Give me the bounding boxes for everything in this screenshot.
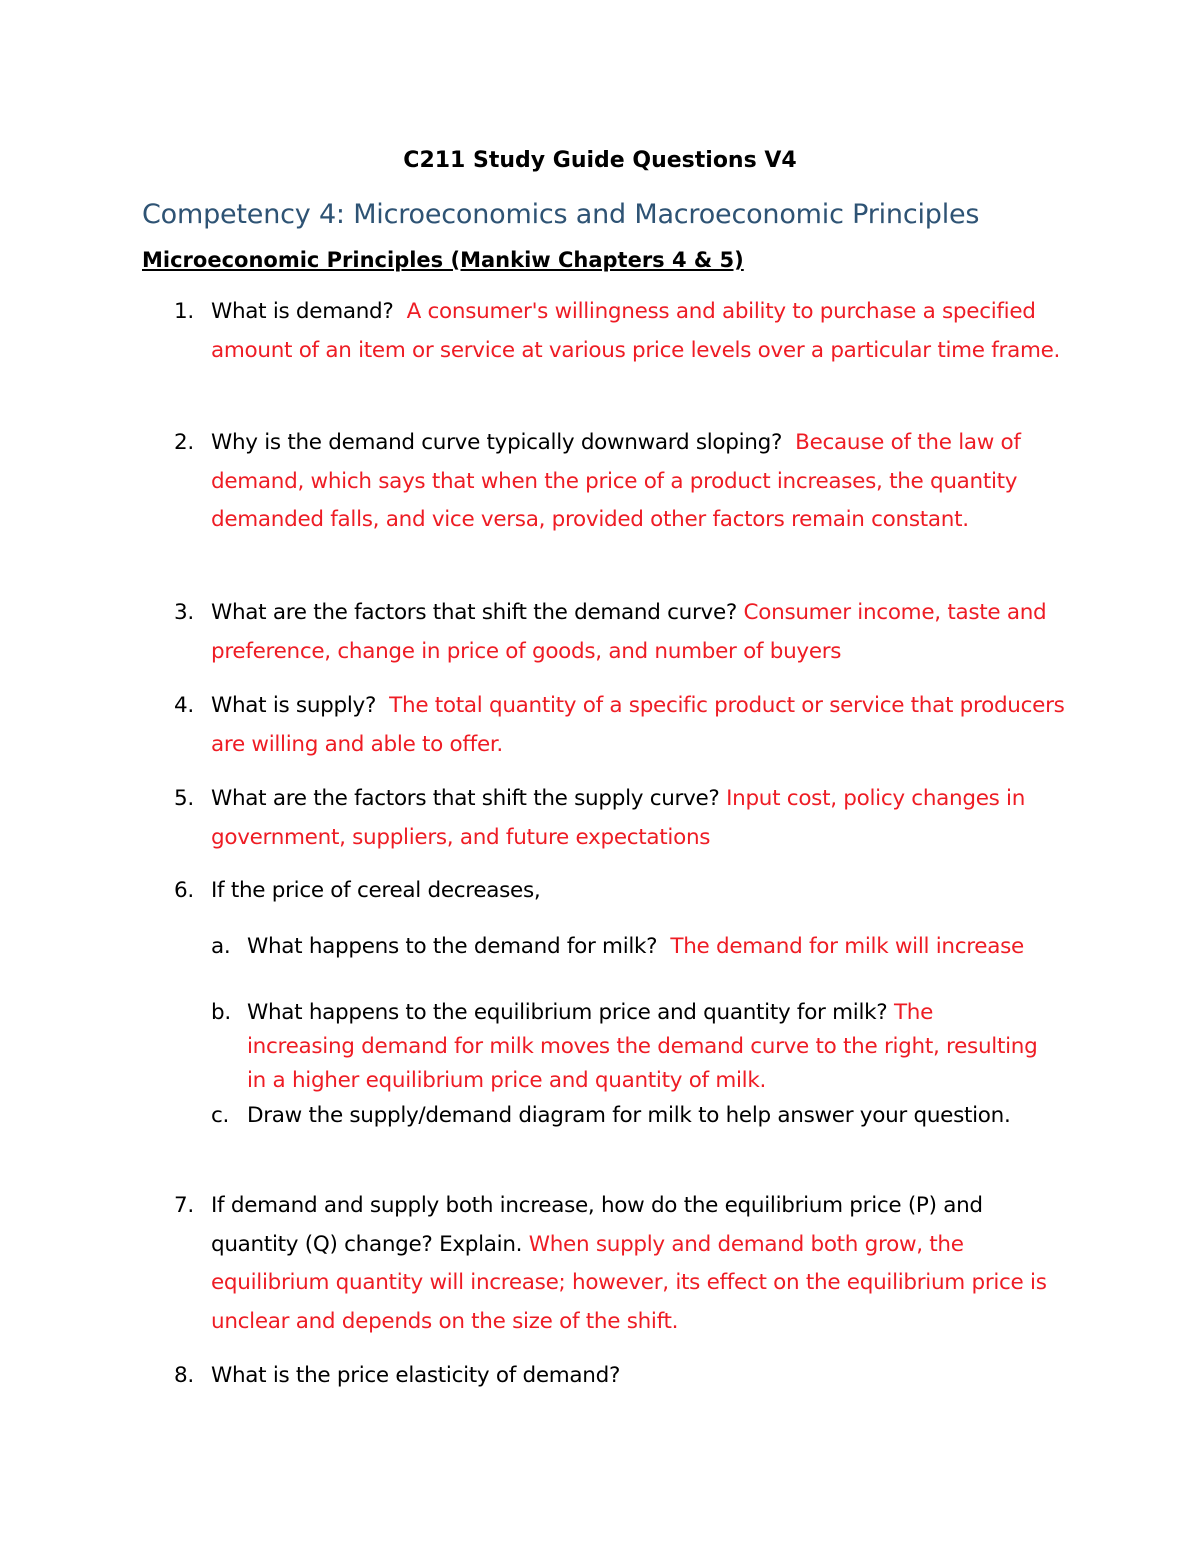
subquestion-letter: a. [211,934,231,959]
question-text [211,594,1076,671]
question-text [211,780,1076,857]
section-heading: Microeconomic Principles (Mankiw Chapters 4 & 5) [142,248,744,272]
subquestion-answer: The increasing demand for milk moves the demand curve to the right, resulting in a higher equilibrium price and quantity of milk. [247,1000,1038,1093]
subquestion-letter: b. [211,1000,231,1025]
subquestion-answer: The demand for milk will increase [670,934,1024,959]
subquestion-prompt: Draw the supply/demand diagram for milk to help answer your question. [247,1103,1011,1128]
question-prompt: What are the factors that shift the demand curve? [211,600,737,625]
question-text [211,1187,1076,1342]
question-prompt: What is the price elasticity of demand? [211,1363,621,1388]
question-text [211,872,1076,911]
question-prompt: What are the factors that shift the supply curve? [211,786,720,811]
question-number: 2. [174,430,194,455]
question-text [211,687,1076,764]
subquestion-prompt: What happens to the equilibrium price and quantity for milk? [247,1000,888,1025]
question-prompt: Why is the demand curve typically downward sloping? [211,430,783,455]
question-text [211,293,1076,370]
question-answer: Input cost, policy changes in government, suppliers, and future expectations [211,786,1026,850]
question-answer: Because of the law of demand, which says that when the price of a product increases, the quantity demanded falls, and vice versa, provided other factors remain constant. [211,430,1021,533]
question-text [211,1357,1076,1396]
subquestion-letter: c. [211,1103,230,1128]
question-prompt: What is supply? [211,693,377,718]
question-answer: Consumer income, taste and preference, change in price of goods, and number of buyers [211,600,1047,664]
subquestion-text [247,996,1047,1098]
question-prompt: What is demand? [211,299,394,324]
question-answer: When supply and demand both grow, the equilibrium quantity will increase; however, its effect on the equilibrium price is unclear and depends on the size of the shift. [211,1231,1047,1335]
question-number: 6. [174,878,194,903]
question-number: 5. [174,786,194,811]
question-answer: A consumer's willingness and ability to purchase a specified amount of an item or service at various price levels over a particular time frame. [211,299,1061,363]
competency-heading: Competency 4: Microeconomics and Macroeconomic Principles [142,199,980,230]
question-answer: The total quantity of a specific product or service that producers are willing and able to offer. [211,693,1065,757]
document-title: C211 Study Guide Questions V4 [403,148,797,173]
question-text [211,424,1076,540]
question-prompt: If demand and supply both increase, how do the equilibrium price (P) and quantity (Q) change? Explain. [211,1193,983,1257]
subquestion-text [247,930,1047,964]
question-number: 7. [174,1193,194,1218]
subquestion-text [247,1096,1047,1136]
question-number: 4. [174,693,194,718]
question-number: 3. [174,600,194,625]
question-number: 1. [174,299,194,324]
subquestion-prompt: What happens to the demand for milk? [247,934,658,959]
question-number: 8. [174,1363,194,1388]
question-prompt: If the price of cereal decreases, [211,878,541,903]
